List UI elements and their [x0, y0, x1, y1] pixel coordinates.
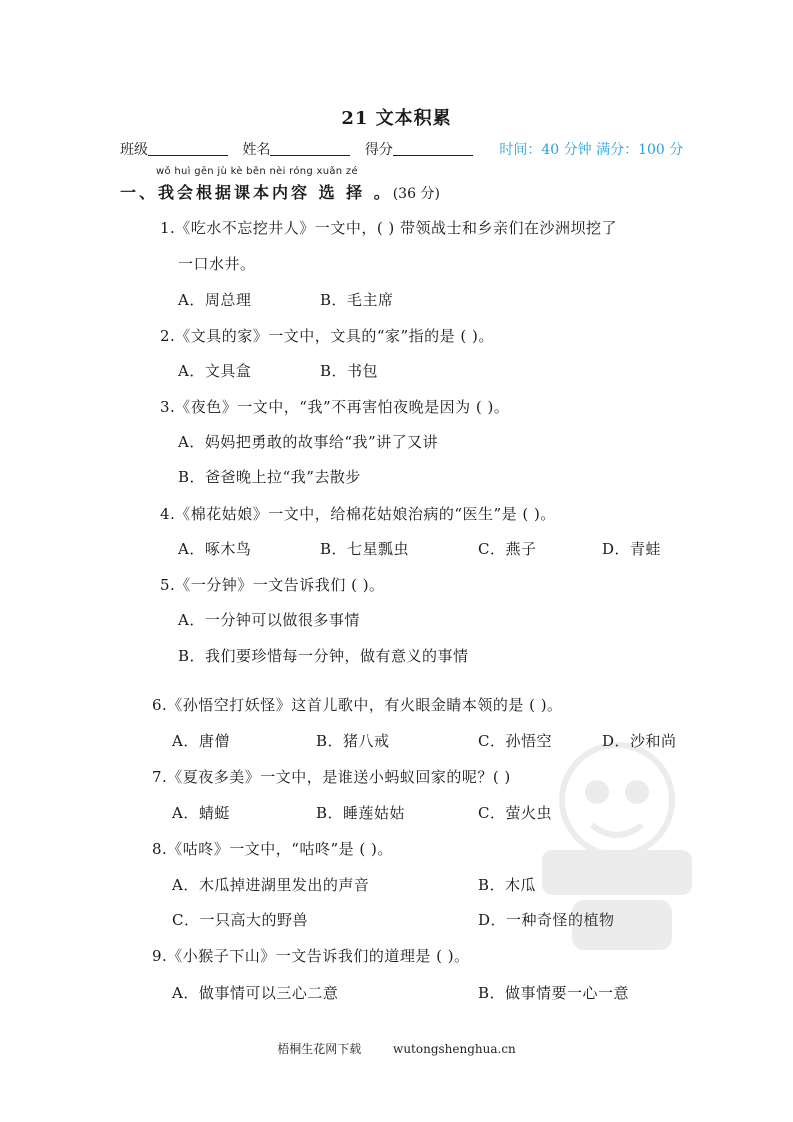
q9-option-b[interactable]: B．做事情要一心一意	[478, 984, 630, 1002]
q8-option-a[interactable]: A．木瓜掉进湖里发出的声音	[172, 876, 370, 894]
section-pinyin: wǒ huì gēn jù kè běn nèi róng xuǎn zé	[156, 166, 358, 177]
q9-option-a[interactable]: A．做事情可以三心二意	[172, 984, 339, 1002]
question-8: 8.《咕咚》一文中，“咕咚”是 ( )。	[152, 840, 393, 858]
section-score: (36 分)	[392, 186, 440, 202]
q6-option-c[interactable]: C．孙悟空	[478, 732, 552, 750]
q8-option-c[interactable]: C．一只高大的野兽	[172, 911, 308, 929]
footer	[0, 1040, 793, 1057]
question-7: 7.《夏夜多美》一文中，是谁送小蚂蚁回家的呢？( )	[152, 768, 511, 786]
score-blank[interactable]	[393, 141, 473, 156]
question-4: 4.《棉花姑娘》一文中，给棉花姑娘治病的“医生”是 ( )。	[160, 505, 556, 523]
page-title: 21 文本积累	[341, 108, 452, 129]
question-9: 9.《小猴子下山》一文告诉我们的道理是 ( )。	[152, 947, 470, 965]
q5-option-a[interactable]: A．一分钟可以做很多事情	[178, 611, 360, 629]
q2-option-a[interactable]: A．文具盒	[178, 362, 252, 380]
q2-option-b[interactable]: B．书包	[320, 362, 379, 380]
student-info-row	[120, 139, 683, 159]
time-info: 时间：40 分钟 满分：100 分	[499, 142, 684, 158]
question-2: 2.《文具的家》一文中，文具的“家”指的是 ( )。	[160, 327, 494, 345]
q3-option-b[interactable]: B．爸爸晚上拉“我”去散步	[178, 468, 361, 486]
q5-option-b[interactable]: B．我们要珍惜每一分钟，做有意义的事情	[178, 647, 469, 665]
q6-option-b[interactable]: B．猪八戒	[316, 732, 390, 750]
score-label: 得分	[364, 142, 393, 158]
q3-option-a[interactable]: A．妈妈把勇敢的故事给“我”讲了又讲	[178, 433, 439, 451]
q7-option-a[interactable]: A．蜻蜓	[172, 804, 230, 822]
question-3: 3.《夜色》一文中，“我”不再害怕夜晚是因为 ( )。	[160, 398, 510, 416]
q8-option-d[interactable]: D．一种奇怪的植物	[478, 911, 615, 929]
q8-option-b[interactable]: B．木瓜	[478, 876, 537, 894]
question-1-cont: 一口水井。	[178, 255, 256, 273]
question-5: 5.《一分钟》一文告诉我们 ( )。	[160, 576, 385, 594]
q4-option-b[interactable]: B．七星瓢虫	[320, 540, 410, 558]
footer-site-name: 梧桐生花网下载	[277, 1042, 362, 1056]
q4-option-c[interactable]: C．燕子	[478, 540, 537, 558]
q1-option-a[interactable]: A．周总理	[178, 291, 252, 309]
q1-option-b[interactable]: B．毛主席	[320, 291, 394, 309]
q6-option-a[interactable]: A．唐僧	[172, 732, 230, 750]
name-blank[interactable]	[270, 141, 350, 156]
footer-site-url[interactable]: wutongshenghua.cn	[393, 1042, 516, 1056]
q4-option-a[interactable]: A．啄木鸟	[178, 540, 252, 558]
q6-option-d[interactable]: D．沙和尚	[602, 732, 677, 750]
question-6: 6.《孙悟空打妖怪》这首儿歌中，有火眼金睛本领的是 ( )。	[152, 696, 563, 714]
section-label: 一、我会根据课本内容 选 择 。	[120, 183, 393, 202]
q7-option-b[interactable]: B．睡莲姑姑	[316, 804, 406, 822]
name-label: 姓名	[242, 142, 271, 158]
q4-option-d[interactable]: D．青蛙	[602, 540, 662, 558]
mascot-watermark-icon	[532, 730, 702, 960]
class-blank[interactable]	[148, 141, 228, 156]
class-label: 班级	[120, 142, 148, 158]
question-1: 1.《吃水不忘挖井人》一文中，( ) 带领战士和乡亲们在沙洲坝挖了	[160, 219, 618, 237]
q7-option-c[interactable]: C．萤火虫	[478, 804, 552, 822]
section-heading	[120, 180, 440, 203]
